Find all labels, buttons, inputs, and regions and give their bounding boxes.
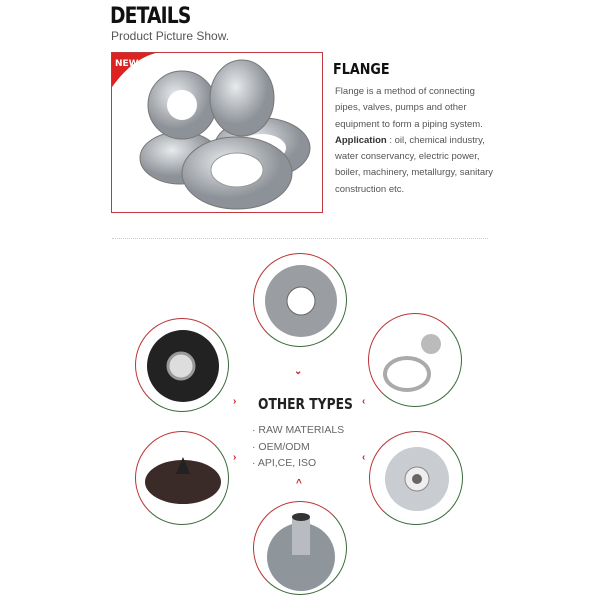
type-image-socket-flange: [369, 431, 463, 525]
list-item: · API,CE, ISO: [252, 457, 317, 469]
arrow-left-icon: ‹: [362, 452, 366, 463]
arrow-right-icon: ›: [233, 396, 237, 407]
product-image: [111, 52, 323, 213]
list-item: · OEM/ODM: [252, 440, 310, 453]
type-image-spectacle-blind: [368, 313, 462, 407]
other-types-title: OTHER TYPES: [258, 395, 353, 413]
arrow-up-icon: ^: [296, 478, 302, 489]
divider: [112, 238, 488, 239]
page-subtitle: Product Picture Show.: [111, 29, 230, 43]
new-badge: [112, 53, 156, 87]
other-types-list: [252, 422, 344, 472]
page-title: DETAILS: [110, 4, 191, 29]
product-name: FLANGE: [333, 60, 390, 78]
type-image-black-flange: [135, 318, 229, 412]
type-image-weld-neck: [253, 501, 347, 595]
arrow-left-icon: ‹: [362, 396, 366, 407]
type-image-blind-flange: [135, 431, 229, 525]
application-text: : oil, chemical industry, water conservancy, electric power, boiler, machinery, metallurgy, sanitary construction etc.: [335, 134, 494, 195]
svg-text:NEW: NEW: [115, 59, 139, 69]
arrow-right-icon: ›: [233, 452, 237, 463]
product-description: Flange is a method of connecting pipes, valves, pumps and other equipment to form a piping system. Application : oil, chemical industry, water conservancy, electric power, boiler, machinery, metallurgy, sanitary construction etc.: [335, 86, 494, 195]
application-label: Application: [335, 134, 387, 146]
list-item: · RAW MATERIALS: [252, 424, 345, 436]
arrow-down-icon: ⌄: [294, 366, 303, 377]
type-image-slip-on: [253, 253, 347, 347]
